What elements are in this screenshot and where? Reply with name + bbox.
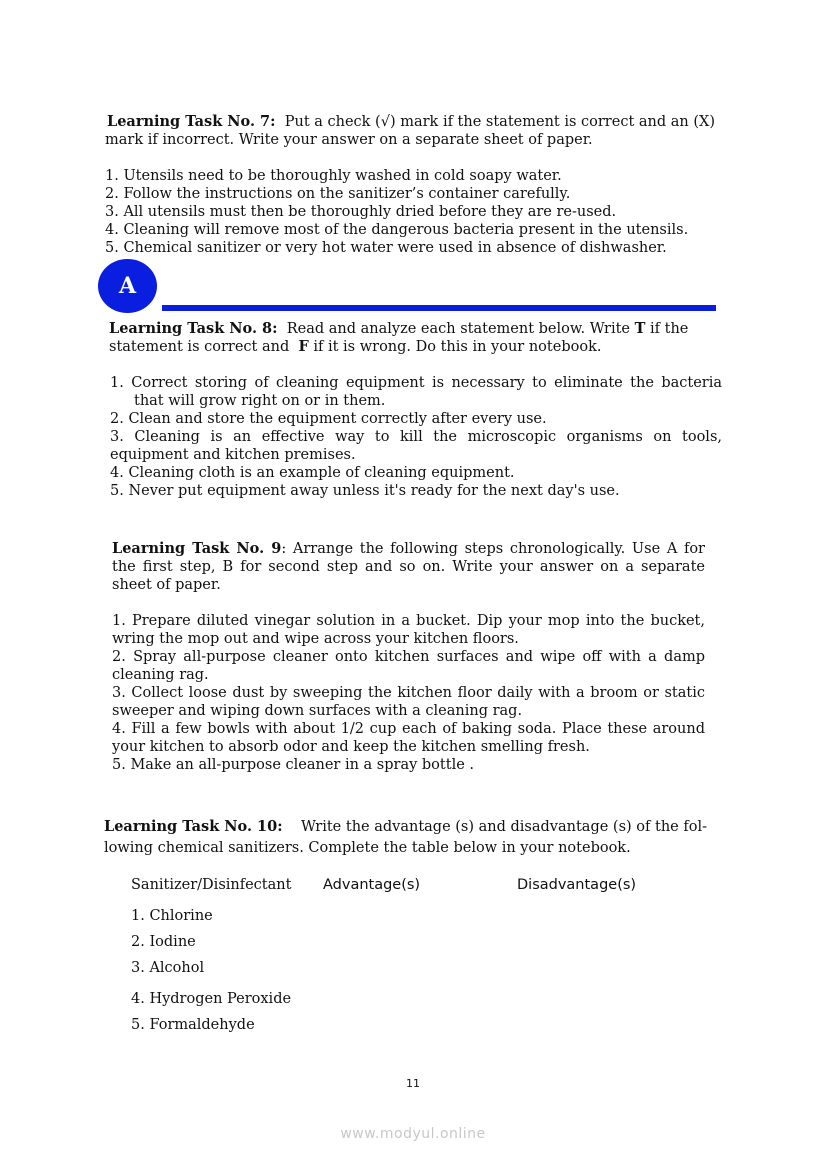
task8-heading: Learning Task No. 8: [109,320,278,337]
task10-column-advantages: Advantage(s) [323,877,421,893]
task9-step-3: 3. Collect loose dust by sweeping the kitchen floor daily with a broom or static [112,685,705,701]
task10-instruction-1: Write the advantage (s) and disadvantage (s) of the fol- [301,819,707,835]
task7-item-3: 3. All utensils must then be thoroughly dried before they are re-used. [105,204,617,220]
task7-instruction-1: Put a check (√) mark if the statement is correct and an (X) [284,114,715,130]
task9-heading: Learning Task No. 9 [112,540,282,557]
task7-item-5: 5. Chemical sanitizer or very hot water were used in absence of dishwasher. [105,240,667,256]
task10-row-1: 1. Chlorine [131,908,213,924]
task8-instruction-2-start: statement is correct and [109,339,290,355]
task8-item-3: 3. Cleaning is an effective way to kill the microscopic organisms on tools, [110,429,722,445]
task9-step-2: 2. Spray all-purpose cleaner onto kitchen surfaces and wipe off with a damp [112,649,705,665]
task7-heading: Learning Task No. 7: [107,113,276,130]
page-number: 11 [406,1077,420,1090]
task9-instruction-1: : Arrange the following steps chronologically. Use A for [281,541,705,557]
task9-step-1: 1. Prepare diluted vinegar solution in a bucket. Dip your mop into the bucket, [112,613,705,629]
task9-step-3-cont: sweeper and wiping down surfaces with a cleaning rag. [112,703,523,719]
task8-instruction-2-end: if it is wrong. Do this in your notebook. [313,339,602,355]
task9-step-5: 5. Make an all-purpose cleaner in a spray bottle . [112,757,475,773]
task9-step-1-cont: wring the mop out and wipe across your kitchen floors. [112,631,519,647]
task9-step-4-cont: your kitchen to absorb odor and keep the kitchen smelling fresh. [112,739,590,755]
task9-instruction-3: sheet of paper. [112,577,221,593]
task8-f-letter: F [298,338,309,355]
task8-item-5: 5. Never put equipment away unless it's ready for the next day's use. [110,483,620,499]
task9-instruction-2: the first step, B for second step and so on. Write your answer on a separate [112,559,705,575]
section-divider [162,305,716,311]
task8-instruction-1-end: if the [650,321,689,337]
watermark: www.modyul.online [340,1126,486,1142]
task10-row-4: 4. Hydrogen Peroxide [131,991,292,1007]
task9-step-4: 4. Fill a few bowls with about 1/2 cup each of baking soda. Place these around [112,721,705,737]
task7-item-4: 4. Cleaning will remove most of the dangerous bacteria present in the utensils. [105,222,689,238]
task8-t-letter: T [634,320,646,337]
task10-column-sanitizer: Sanitizer/Disinfectant [131,877,292,893]
task8-item-2: 2. Clean and store the equipment correctly after every use. [110,411,547,427]
task7-instruction-2: mark if incorrect. Write your answer on a separate sheet of paper. [105,132,593,148]
task10-instruction-line-1 [104,818,707,836]
section-badge: A [98,259,157,313]
task9-step-2-cont: cleaning rag. [112,667,209,683]
task8-item-1: 1. Correct storing of cleaning equipment is necessary to eliminate the bacteria [110,375,722,391]
task10-row-5: 5. Formaldehyde [131,1017,255,1033]
task10-row-2: 2. Iodine [131,934,196,950]
task7-item-1: 1. Utensils need to be thoroughly washed in cold soapy water. [105,168,562,184]
task8-item-4: 4. Cleaning cloth is an example of cleaning equipment. [110,465,515,481]
task8-instruction-line-1 [109,320,688,338]
task9-instruction-line-1 [112,540,705,558]
task7-heading-line [107,113,715,131]
task7-item-2: 2. Follow the instructions on the sanitizer’s container carefully. [105,186,571,202]
task10-instruction-2: lowing chemical sanitizers. Complete the table below in your notebook. [104,840,631,856]
task8-instruction-line-2 [109,338,601,356]
task8-item-3-cont: equipment and kitchen premises. [110,447,356,463]
task10-column-disadvantages: Disadvantage(s) [517,877,637,893]
task8-item-1-cont: that will grow right on or in them. [134,393,386,409]
task10-heading: Learning Task No. 10: [104,818,283,835]
task10-row-3: 3. Alcohol [131,960,205,976]
task8-instruction-1: Read and analyze each statement below. Write [286,321,631,337]
